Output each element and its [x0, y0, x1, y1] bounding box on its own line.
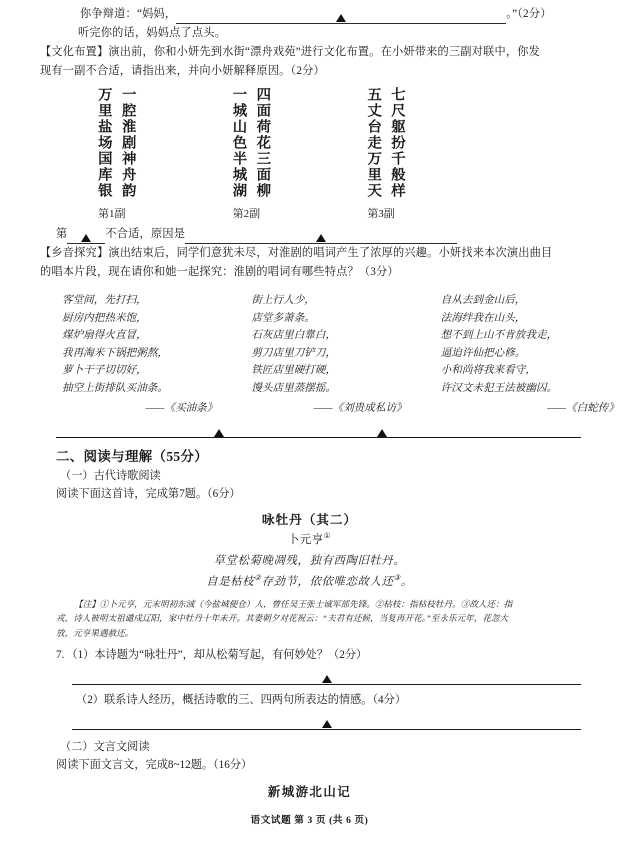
triangle-marker-icon — [322, 720, 332, 728]
couplet-3-lower: 五丈台走万里天 — [365, 87, 382, 199]
lyric-source-3: ——《白蛇传》 — [547, 402, 619, 414]
dialogue-prefix: 你争辩道：“妈妈， — [80, 8, 177, 20]
culture-task-para-1: 【文化布置】演出前，你和小妍先到水街“漂舟戏苑”进行文化布置。在小妍带来的三副对联中，你发 — [40, 46, 540, 58]
dialogue-suffix: 。”（2分） — [506, 8, 552, 20]
fill-blank-rule[interactable] — [176, 10, 506, 24]
lyric-line: 街上行人少， — [251, 295, 315, 306]
couplet-3-upper: 七尺躯扮千般样 — [388, 87, 405, 199]
lyric-line: 剪刀店里刀铲刀， — [251, 347, 337, 359]
poem-line-2 — [0, 573, 619, 589]
note-line-1: 【注】①卜元亨，元末明初东淢（今盐城便仓）人，曾任吴王张士诚军部先锋。②枯枝：指枯枝牡丹。③故人还：指 — [74, 598, 513, 609]
lyric-columns — [0, 292, 619, 415]
dialect-task-para-1: 【乡音探究】演出结束后，同学们意犹未尽，对淮剧的唱词产生了浓厚的兴趣。小妍找来本次演出曲目 — [40, 247, 553, 259]
lyric-line: 我再淘米下锅把粥熬， — [62, 347, 168, 359]
couplet-2-upper: 四面荷花三面柳 — [254, 87, 271, 199]
question-7-part-2-answer-rule[interactable] — [72, 714, 581, 730]
triangle-marker-icon — [336, 14, 346, 22]
dialogue-line-1 — [56, 5, 581, 24]
triangle-marker-icon — [214, 429, 224, 437]
culture-task-para-2: 现有一副不合适，请指出来，并向小妍解释原因。（2分） — [40, 65, 325, 77]
question-7-part-1 — [56, 646, 619, 665]
couplet-2-lower: 一城山色半城湖 — [230, 87, 247, 199]
triangle-marker-icon — [81, 234, 91, 242]
poem-line-2-part-b: 存劲节，依依唯恋故人还 — [261, 575, 394, 588]
lyric-line: 想不到上山不肯放我走， — [440, 330, 558, 342]
note-line-3: 放，元亨果遇赦还。 — [56, 627, 134, 638]
poem-line-1: 草堂松菊晚凋残，独有西陶旧牡丹。 — [213, 554, 406, 567]
lyric-line: 客堂间，先打扫， — [62, 295, 147, 306]
couplet-1 — [96, 87, 135, 221]
couplet-number-blank[interactable] — [67, 230, 105, 244]
dialogue-line-2: 听完你的话，妈妈点了点头。 — [78, 27, 227, 39]
question-7-part-2: （2）联系诗人经历，概括诗歌的三、四两句所表达的情感。（4分） — [76, 694, 407, 707]
subsection-poetry-reading: （一）古代诗歌阅读 — [60, 469, 161, 482]
couplet-2-label: 第2副 — [232, 208, 261, 220]
lyric-line: 石灰店里白靠白， — [251, 330, 337, 342]
couplet-1-lower: 万里盐场国库银 — [95, 87, 112, 199]
note-line-2: 戎，诗人被明太祖谴戍辽阳，家中牡丹十年未开。其妻朝夕对花祝云：“夫君有还候，当复再开花。”至永乐元年，花忽大 — [56, 613, 509, 624]
poem-author-footnote-marker: ① — [323, 530, 331, 540]
triangle-marker-icon — [377, 429, 387, 437]
triangle-marker-icon — [316, 234, 326, 242]
couplet-2 — [231, 87, 270, 221]
lyric-source-2: ——《刘贵成私访》 — [313, 402, 407, 414]
lyric-line: 法海绊我在山头， — [440, 312, 526, 324]
poetry-instruction: 阅读下面这首诗，完成第7题。（6分） — [56, 487, 241, 500]
couplet-1-label: 第1副 — [98, 208, 126, 220]
lyric-line: 逼迫许仙把心修。 — [440, 347, 526, 359]
question-7-part-1-text: （1）本诗题为“咏牡丹”，却从松菊写起，有何妙处？（2分） — [66, 649, 368, 662]
lyric-column-3 — [441, 292, 619, 415]
poem-footnote-marker-3: ③ — [393, 572, 401, 582]
lyric-line: 厨房内把热米饱， — [62, 312, 147, 324]
poem-footnote-marker-2: ② — [254, 572, 262, 582]
lyric-line: 萝卜干子切切好， — [62, 365, 147, 377]
classical-text-title: 新城游北山记 — [267, 785, 352, 800]
poem-author — [0, 531, 619, 547]
classical-chinese-instruction: 阅读下面文言文，完成8~12题。（16分） — [56, 759, 253, 772]
answer-prefix: 第 — [56, 228, 68, 240]
poem-line-2-part-a: 自是枯枝 — [206, 575, 255, 588]
lyric-line: 许汉文未犯王法被幽囚。 — [440, 382, 558, 394]
couplet-3-label: 第3副 — [367, 208, 395, 220]
lyric-line: 自从去到金山后， — [440, 295, 526, 306]
section-2-heading: 二、阅读与理解（55分） — [56, 448, 209, 464]
poem-block — [0, 509, 619, 589]
poem-title: 咏牡丹（其二） — [261, 512, 358, 527]
answer-middle: 不合适，原因是 — [105, 228, 186, 240]
couplet-3 — [365, 87, 404, 221]
couplet-group — [0, 87, 619, 221]
subsection-classical-chinese: （二）文言文阅读 — [60, 741, 150, 754]
page-footer: 语文试题 第 3 页 (共 6 页) — [250, 815, 369, 827]
lyric-column-2 — [251, 292, 406, 415]
dialect-task-para-2: 的唱本片段，现在请你和她一起探究：淮剧的唱词有哪些特点？（3分） — [40, 266, 399, 278]
lyric-line: 抽空上街排队买油条。 — [62, 382, 168, 394]
couplet-1-upper: 一腔淮剧神舟韵 — [119, 87, 136, 199]
question-7-part-1-answer-rule[interactable] — [72, 669, 581, 685]
lyric-line: 馒头店里蒸摆摇。 — [251, 382, 337, 394]
triangle-marker-icon — [322, 675, 332, 683]
question-7-number: 7. — [56, 649, 65, 662]
lyric-line: 煤炉扇得火直冒， — [62, 330, 147, 342]
lyric-line: 店堂多萧条。 — [251, 312, 315, 324]
poem-notes — [56, 597, 577, 641]
lyric-source-1: ——《买油条》 — [145, 402, 218, 414]
reason-blank[interactable] — [185, 230, 457, 244]
lyric-column-1 — [62, 292, 217, 415]
poem-author-name: 卜元亨 — [288, 533, 324, 546]
culture-answer-line — [56, 225, 619, 244]
dialect-answer-rule[interactable] — [56, 427, 581, 438]
lyric-line: 铁匠店里硬打硬， — [251, 365, 337, 377]
lyric-line: 小和尚将我来看守， — [440, 365, 536, 377]
poem-line-2-part-c: 。 — [400, 575, 413, 588]
